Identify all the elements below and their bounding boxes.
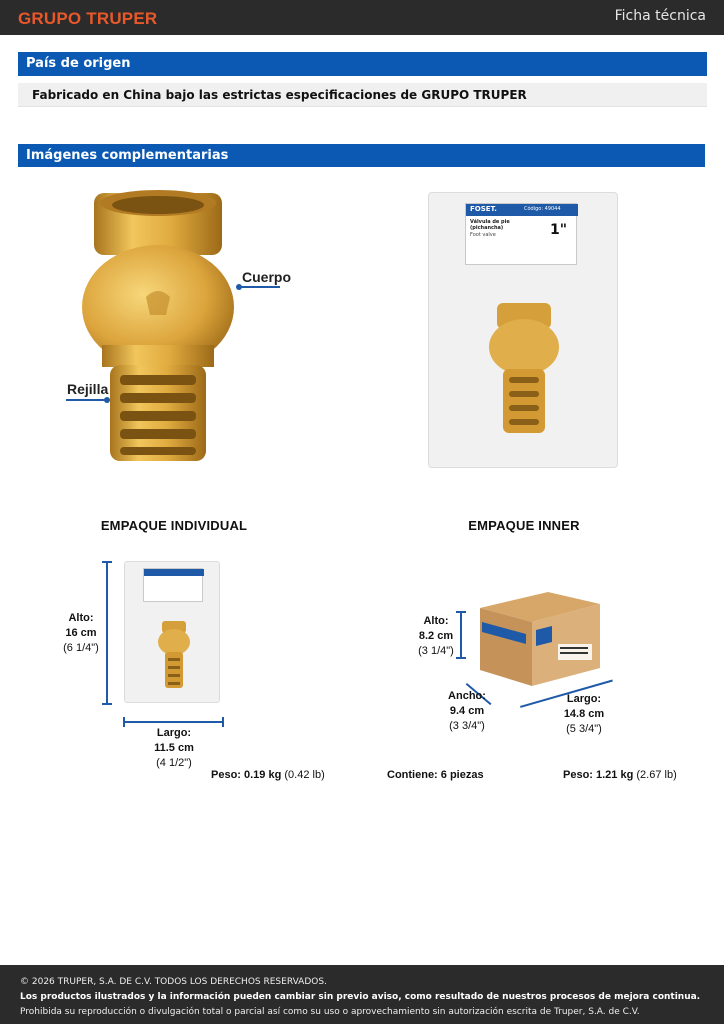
individual-pack-image (124, 561, 220, 703)
packaged-valve-icon (487, 301, 561, 441)
foot-valve-image (70, 185, 240, 475)
inner-box-image (474, 586, 606, 690)
inner-length-dim: Largo: 14.8 cm (5 3/4") (563, 693, 605, 735)
individual-height-dim: Alto: 16 cm (6 1/4") (63, 612, 99, 654)
package-card-name-en: Foot valve (470, 232, 496, 238)
individual-valve-icon (157, 620, 191, 690)
packaged-product-image (428, 192, 618, 468)
origin-text: Fabricado en China bajo las estrictas especificaciones de GRUPO TRUPER (32, 88, 527, 102)
strainer-callout-label: Rejilla (67, 381, 109, 397)
footer-copyright: © 2026 TRUPER, S.A. DE C.V. TODOS LOS DERECHOS RESERVADOS. (20, 977, 327, 987)
inner-weight: Peso: 1.21 kg (2.67 lb) (563, 769, 677, 781)
header-bar (0, 0, 724, 35)
body-callout-line (240, 286, 280, 288)
individual-pack-title: EMPAQUE INDIVIDUAL (100, 518, 248, 533)
footer-prohibition: Prohibida su reproducción o divulgación total o parcial así como su uso o aprovechamiento sin autorización escrita de Truper, S.A. de C.V. (20, 1007, 640, 1017)
individual-height-line (106, 562, 108, 704)
inner-contents: Contiene: 6 piezas (387, 769, 484, 781)
individual-length-line (124, 721, 224, 723)
inner-width-dim: Ancho: 9.4 cm (3 3/4") (448, 690, 486, 732)
footer (0, 965, 724, 1024)
individual-weight: Peso: 0.19 kg (0.42 lb) (211, 769, 325, 781)
individual-length-dim: Largo: 11.5 cm (4 1/2") (154, 727, 194, 769)
package-card-code: Código: 49044 (524, 206, 561, 212)
footer-notice: Los productos ilustrados y la información pueden cambiar sin previo aviso, como resultado de nuestros procesos de mejora continua. (20, 992, 701, 1002)
strainer-callout-line (66, 399, 108, 401)
origin-box (18, 83, 707, 107)
package-card-brand: FOSET. (470, 205, 497, 213)
inner-height-line (460, 612, 462, 658)
origin-section-title: País de origen (18, 52, 707, 76)
images-section-title: Imágenes complementarias (18, 144, 705, 167)
body-callout-label: Cuerpo (242, 269, 291, 285)
package-card-size: 1" (550, 222, 568, 238)
strainer-callout-dot (104, 397, 110, 403)
package-card-name: Válvula de pie (pichancha) (470, 219, 510, 231)
inner-height-dim: Alto: 8.2 cm (3 1/4") (418, 615, 454, 657)
inner-pack-title: EMPAQUE INNER (468, 518, 580, 533)
doc-type-label: Ficha técnica (614, 8, 706, 24)
brand-logo: GRUPO TRUPER (18, 9, 158, 28)
package-card (465, 203, 577, 265)
